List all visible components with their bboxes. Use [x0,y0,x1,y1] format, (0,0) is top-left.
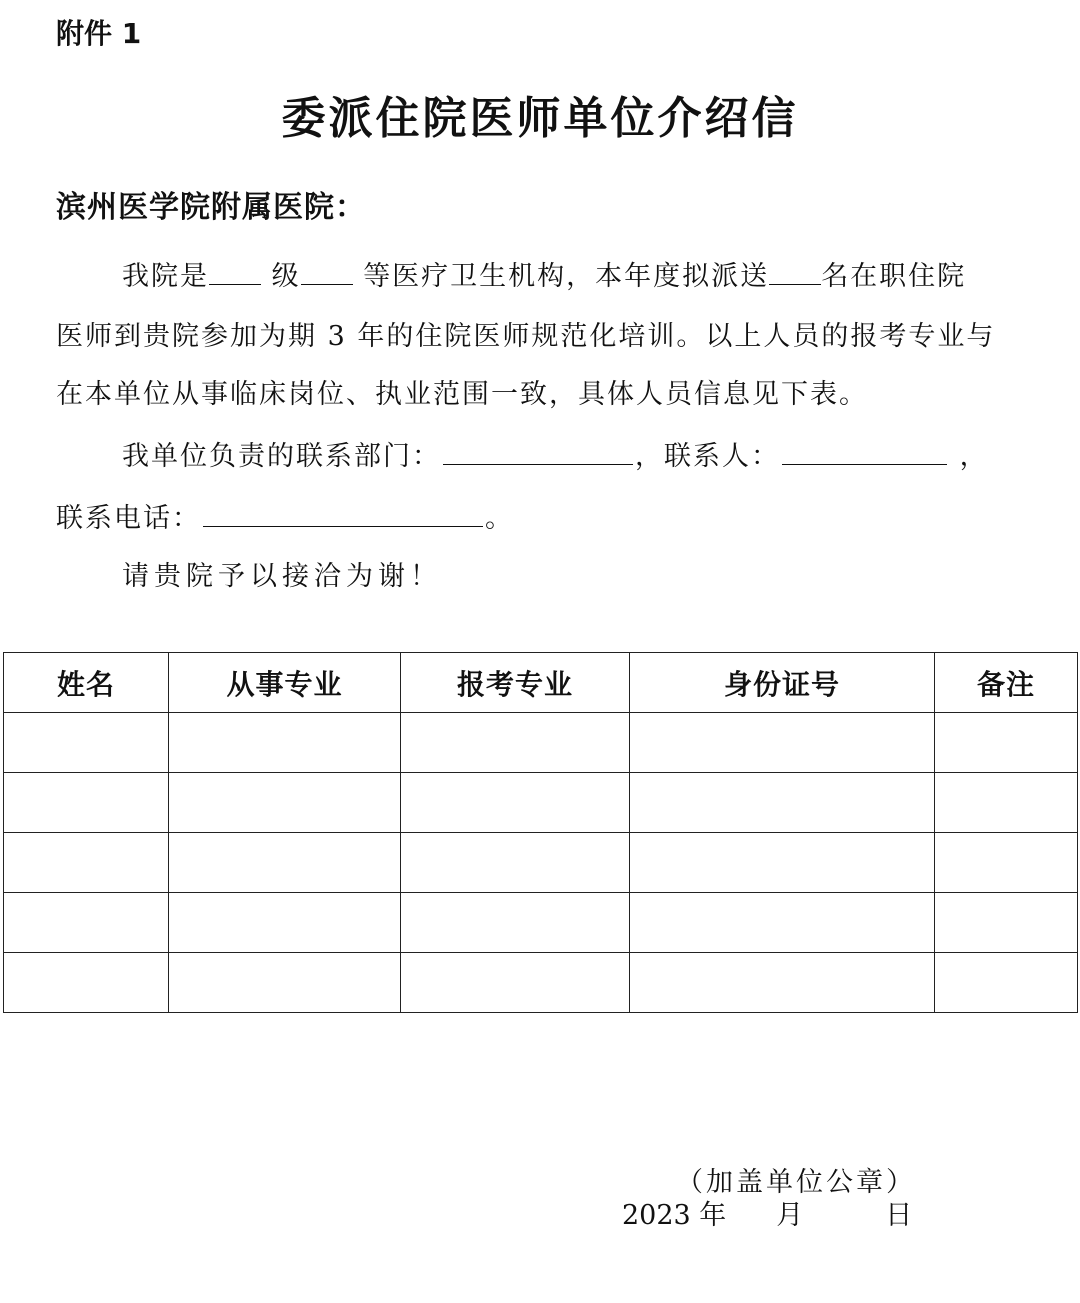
paragraph-2-line-2 [56,496,514,535]
table-header-row [4,653,1078,713]
table-cell[interactable] [169,953,401,1013]
doctor-count-blank [769,260,821,285]
contact-person-blank [782,440,947,465]
paragraph-1-line-1 [122,254,966,293]
contact-dept-label: 我单位负责的联系部门： [122,441,441,472]
count-suffix-text: 名在职住院 [821,261,967,292]
table-cell[interactable] [169,713,401,773]
table-row [4,773,1078,833]
header-applied-specialty: 报考专业 [401,653,630,713]
hospital-level-blank [301,260,353,285]
paragraph-2-line-1 [122,434,989,473]
hospital-grade-blank [209,260,261,285]
header-id-number: 身份证号 [630,653,935,713]
table-cell[interactable] [169,833,401,893]
period-text: 。 [485,503,514,534]
contact-phone-label: 联系电话： [56,503,201,534]
table-cell[interactable] [630,833,935,893]
paragraph-1-line-2: 医师到贵院参加为期 3 年的住院医师规范化培训。以上人员的报考专业与 [56,321,996,352]
institution-text: 等医疗卫生机构，本年度拟派送 [363,261,770,292]
table-row [4,953,1078,1013]
grade-label: 级 [271,261,301,292]
intro-text: 我院是 [122,261,209,292]
table-cell[interactable] [630,893,935,953]
recipient-line: 滨州医学院附属医院： [56,190,366,225]
closing-line: 请贵院予以接洽为谢！ [122,561,442,592]
page-title: 委派住院医师单位介绍信 [281,93,799,144]
table-cell[interactable] [401,773,630,833]
table-cell[interactable] [630,713,935,773]
date-day: 日 [885,1200,913,1231]
paragraph-1-line-3: 在本单位从事临床岗位、执业范围一致，具体人员信息见下表。 [56,379,868,410]
table-cell[interactable] [401,893,630,953]
table-cell[interactable] [4,833,169,893]
table-row [4,893,1078,953]
table-cell[interactable] [401,833,630,893]
table-cell[interactable] [935,833,1078,893]
table-cell[interactable] [4,773,169,833]
table-cell[interactable] [401,713,630,773]
stamp-note: （加盖单位公章） [676,1167,916,1198]
contact-phone-blank [203,502,483,527]
table-cell[interactable] [169,773,401,833]
header-current-specialty: 从事专业 [169,653,401,713]
contact-dept-blank [443,440,633,465]
table-cell[interactable] [169,893,401,953]
table-cell[interactable] [935,893,1078,953]
date-month: 月 [776,1200,804,1231]
table-row [4,713,1078,773]
table-cell[interactable] [4,953,169,1013]
comma-text: ， [959,441,989,472]
table-cell[interactable] [935,713,1078,773]
date-year: 2023 年 [622,1200,727,1231]
table-cell[interactable] [4,713,169,773]
table-cell[interactable] [630,773,935,833]
table-cell[interactable] [4,893,169,953]
signature-date [622,1193,912,1232]
table-cell[interactable] [935,773,1078,833]
table-row [4,833,1078,893]
personnel-table [3,652,1078,1013]
contact-person-label: ，联系人： [635,441,780,472]
table-cell[interactable] [401,953,630,1013]
attachment-label: 附件 1 [56,17,142,50]
table-cell[interactable] [630,953,935,1013]
table-cell[interactable] [935,953,1078,1013]
header-remarks: 备注 [935,653,1078,713]
header-name: 姓名 [4,653,169,713]
